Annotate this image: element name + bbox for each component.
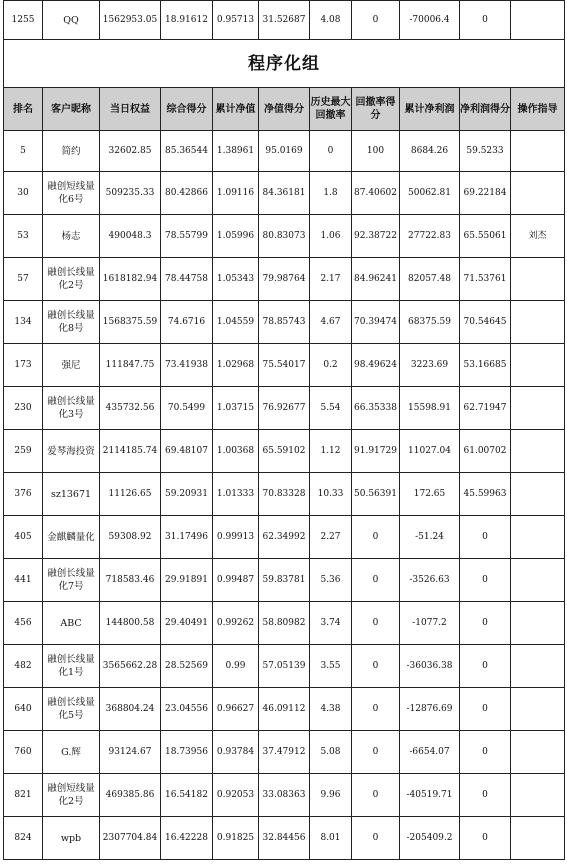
cell-equity: 469385.86 [100, 774, 161, 817]
cell-total-score: 23.04556 [161, 688, 213, 731]
cell-drawdown-score: 98.49624 [352, 344, 400, 387]
cell-net-profit-score: 65.55061 [460, 215, 511, 258]
cell-rank: 5 [4, 131, 43, 172]
cell-rank: 760 [4, 731, 43, 774]
cell-total-score: 74.6716 [161, 301, 213, 344]
cell-drawdown-score: 87.40602 [352, 172, 400, 215]
cell-guidance [511, 731, 565, 774]
header-nickname: 客户昵称 [43, 88, 100, 131]
cell-guidance [511, 430, 565, 473]
cell-rank: 482 [4, 645, 43, 688]
cell-net-profit-score: 0 [460, 817, 511, 860]
cell-guidance [511, 258, 565, 301]
section-title-row [4, 40, 565, 88]
table-row [4, 172, 565, 215]
cell-net-value-score: 31.52687 [259, 1, 310, 40]
cell-total-score: 59.20931 [161, 473, 213, 516]
cell-rank: 259 [4, 430, 43, 473]
cell-drawdown-score: 91.91729 [352, 430, 400, 473]
cell-net-value-score: 46.09112 [259, 688, 310, 731]
cell-max-drawdown: 0.2 [310, 344, 352, 387]
cell-net-profit: -1077.2 [400, 602, 460, 645]
cell-net-profit: 27722.83 [400, 215, 460, 258]
cell-equity: 144800.58 [100, 602, 161, 645]
cell-equity: 32602.85 [100, 131, 161, 172]
cell-max-drawdown: 1.8 [310, 172, 352, 215]
cell-nickname: ABC [43, 602, 100, 645]
cell-net-profit-score: 0 [460, 688, 511, 731]
cell-max-drawdown: 0 [310, 131, 352, 172]
cell-guidance [511, 387, 565, 430]
cell-equity: 111847.75 [100, 344, 161, 387]
table-row [4, 258, 565, 301]
cell-nickname: 简约 [43, 131, 100, 172]
cell-net-profit-score: 61.00702 [460, 430, 511, 473]
cell-net-value: 1.00368 [213, 430, 259, 473]
table-row [4, 688, 565, 731]
cell-rank: 824 [4, 817, 43, 860]
header-net-profit: 累计净利润 [400, 88, 460, 131]
cell-total-score: 69.48107 [161, 430, 213, 473]
cell-guidance [511, 473, 565, 516]
cell-net-value-score: 32.84456 [259, 817, 310, 860]
cell-max-drawdown: 4.08 [310, 1, 352, 40]
cell-net-value: 0.93784 [213, 731, 259, 774]
header-net-value-score: 净值得分 [259, 88, 310, 131]
cell-drawdown-score: 0 [352, 731, 400, 774]
header-total-score: 综合得分 [161, 88, 213, 131]
table-row [4, 131, 565, 172]
table-row-top [4, 1, 565, 40]
cell-equity: 509235.33 [100, 172, 161, 215]
cell-nickname: 融创长线量化2号 [43, 258, 100, 301]
cell-net-value: 1.03715 [213, 387, 259, 430]
cell-drawdown-score: 0 [352, 1, 400, 40]
cell-total-score: 29.91891 [161, 559, 213, 602]
cell-nickname: 杨志 [43, 215, 100, 258]
cell-guidance [511, 602, 565, 645]
cell-net-profit-score: 0 [460, 602, 511, 645]
cell-net-profit: 8684.26 [400, 131, 460, 172]
table-row [4, 559, 565, 602]
cell-nickname: 融创长线量化7号 [43, 559, 100, 602]
cell-net-value: 0.96627 [213, 688, 259, 731]
cell-net-profit-score: 59.5233 [460, 131, 511, 172]
cell-max-drawdown: 2.27 [310, 516, 352, 559]
cell-net-profit-score: 70.54645 [460, 301, 511, 344]
cell-nickname: G.辉 [43, 731, 100, 774]
cell-max-drawdown: 3.74 [310, 602, 352, 645]
cell-total-score: 31.17496 [161, 516, 213, 559]
cell-equity: 1568375.59 [100, 301, 161, 344]
table-row [4, 301, 565, 344]
cell-net-profit: 11027.04 [400, 430, 460, 473]
cell-net-profit: -70006.4 [400, 1, 460, 40]
cell-net-value: 0.99262 [213, 602, 259, 645]
cell-max-drawdown: 1.12 [310, 430, 352, 473]
cell-max-drawdown: 8.01 [310, 817, 352, 860]
cell-total-score: 16.42228 [161, 817, 213, 860]
cell-equity: 11126.65 [100, 473, 161, 516]
cell-net-value: 1.04559 [213, 301, 259, 344]
header-guidance: 操作指导 [511, 88, 565, 131]
cell-net-profit: -12876.69 [400, 688, 460, 731]
cell-net-value: 1.02968 [213, 344, 259, 387]
cell-total-score: 78.55799 [161, 215, 213, 258]
cell-net-profit: -51.24 [400, 516, 460, 559]
cell-max-drawdown: 4.38 [310, 688, 352, 731]
cell-net-profit: -3526.63 [400, 559, 460, 602]
cell-net-profit-score: 0 [460, 516, 511, 559]
cell-guidance [511, 688, 565, 731]
cell-net-profit: 15598.91 [400, 387, 460, 430]
cell-max-drawdown: 2.17 [310, 258, 352, 301]
cell-equity: 1618182.94 [100, 258, 161, 301]
cell-max-drawdown: 4.67 [310, 301, 352, 344]
cell-net-value-score: 58.80982 [259, 602, 310, 645]
cell-rank: 134 [4, 301, 43, 344]
cell-nickname: 融创长线量化8号 [43, 301, 100, 344]
cell-net-value-score: 84.36181 [259, 172, 310, 215]
cell-net-profit-score: 45.59963 [460, 473, 511, 516]
cell-total-score: 80.42866 [161, 172, 213, 215]
header-max-drawdown: 历史最大回撤率 [310, 88, 352, 131]
cell-drawdown-score: 0 [352, 688, 400, 731]
cell-drawdown-score: 70.39474 [352, 301, 400, 344]
cell-total-score: 78.44758 [161, 258, 213, 301]
cell-max-drawdown: 1.06 [310, 215, 352, 258]
header-net-value: 累计净值 [213, 88, 259, 131]
cell-net-value: 1.09116 [213, 172, 259, 215]
cell-nickname: 融创短线量化2号 [43, 774, 100, 817]
table-row [4, 774, 565, 817]
cell-rank: 1255 [4, 1, 43, 40]
cell-rank: 53 [4, 215, 43, 258]
cell-rank: 456 [4, 602, 43, 645]
cell-net-value-score: 37.47912 [259, 731, 310, 774]
cell-net-profit-score: 62.71947 [460, 387, 511, 430]
cell-rank: 821 [4, 774, 43, 817]
cell-nickname: sz13671 [43, 473, 100, 516]
header-rank: 排名 [4, 88, 43, 131]
cell-drawdown-score: 0 [352, 602, 400, 645]
table-row [4, 645, 565, 688]
cell-drawdown-score: 92.38722 [352, 215, 400, 258]
cell-drawdown-score: 0 [352, 817, 400, 860]
cell-net-profit: 172.65 [400, 473, 460, 516]
cell-max-drawdown: 10.33 [310, 473, 352, 516]
cell-nickname: wpb [43, 817, 100, 860]
cell-nickname: 强尼 [43, 344, 100, 387]
cell-nickname: 融创短线量化6号 [43, 172, 100, 215]
cell-rank: 230 [4, 387, 43, 430]
cell-net-profit: -6654.07 [400, 731, 460, 774]
cell-rank: 640 [4, 688, 43, 731]
cell-rank: 173 [4, 344, 43, 387]
cell-guidance: 刘杰 [511, 215, 565, 258]
cell-net-value-score: 62.34992 [259, 516, 310, 559]
cell-nickname: 融创长线量化3号 [43, 387, 100, 430]
cell-net-value: 1.01333 [213, 473, 259, 516]
cell-net-value-score: 57.05139 [259, 645, 310, 688]
cell-net-profit: 3223.69 [400, 344, 460, 387]
cell-nickname: 融创长线量化5号 [43, 688, 100, 731]
header-net-profit-score: 净利润得分 [460, 88, 511, 131]
cell-guidance [511, 301, 565, 344]
table-row [4, 430, 565, 473]
cell-net-profit: 82057.48 [400, 258, 460, 301]
cell-drawdown-score: 0 [352, 516, 400, 559]
table-row [4, 387, 565, 430]
cell-net-value: 1.05343 [213, 258, 259, 301]
cell-rank: 441 [4, 559, 43, 602]
cell-equity: 2307704.84 [100, 817, 161, 860]
cell-equity: 718583.46 [100, 559, 161, 602]
table-row [4, 731, 565, 774]
cell-net-profit-score: 0 [460, 731, 511, 774]
cell-net-profit: 50062.81 [400, 172, 460, 215]
cell-net-value: 0.91825 [213, 817, 259, 860]
cell-rank: 376 [4, 473, 43, 516]
table-row [4, 516, 565, 559]
cell-net-profit-score: 0 [460, 645, 511, 688]
cell-net-profit: -205409.2 [400, 817, 460, 860]
cell-drawdown-score: 0 [352, 645, 400, 688]
cell-equity: 3565662.28 [100, 645, 161, 688]
section-title: 程序化组 [4, 40, 565, 88]
cell-total-score: 28.52569 [161, 645, 213, 688]
cell-net-value: 0.95713 [213, 1, 259, 40]
cell-nickname: 金麒麟量化 [43, 516, 100, 559]
cell-guidance [511, 344, 565, 387]
cell-total-score: 18.91612 [161, 1, 213, 40]
cell-rank: 30 [4, 172, 43, 215]
cell-net-value-score: 59.83781 [259, 559, 310, 602]
cell-max-drawdown: 9.96 [310, 774, 352, 817]
table-header-row [4, 88, 565, 131]
cell-net-value: 0.92053 [213, 774, 259, 817]
cell-total-score: 85.36544 [161, 131, 213, 172]
cell-net-profit: -40519.71 [400, 774, 460, 817]
cell-net-value: 0.99913 [213, 516, 259, 559]
cell-guidance [511, 1, 565, 40]
cell-equity: 59308.92 [100, 516, 161, 559]
cell-net-value-score: 95.0169 [259, 131, 310, 172]
cell-net-value-score: 33.08363 [259, 774, 310, 817]
cell-net-profit: 68375.59 [400, 301, 460, 344]
cell-rank: 405 [4, 516, 43, 559]
cell-drawdown-score: 50.56391 [352, 473, 400, 516]
header-equity: 当日权益 [100, 88, 161, 131]
cell-max-drawdown: 5.08 [310, 731, 352, 774]
cell-drawdown-score: 0 [352, 774, 400, 817]
cell-drawdown-score: 0 [352, 559, 400, 602]
cell-nickname: 融创长线量化1号 [43, 645, 100, 688]
table-row [4, 473, 565, 516]
cell-total-score: 18.73956 [161, 731, 213, 774]
cell-equity: 368804.24 [100, 688, 161, 731]
cell-net-profit-score: 0 [460, 559, 511, 602]
cell-net-value-score: 78.85743 [259, 301, 310, 344]
cell-drawdown-score: 66.35338 [352, 387, 400, 430]
cell-equity: 93124.67 [100, 731, 161, 774]
cell-drawdown-score: 100 [352, 131, 400, 172]
cell-net-value-score: 70.83328 [259, 473, 310, 516]
cell-total-score: 16.54182 [161, 774, 213, 817]
cell-total-score: 29.40491 [161, 602, 213, 645]
cell-equity: 490048.3 [100, 215, 161, 258]
cell-net-value-score: 65.59102 [259, 430, 310, 473]
cell-nickname: QQ [43, 1, 100, 40]
cell-nickname: 爱琴海投资 [43, 430, 100, 473]
cell-rank: 57 [4, 258, 43, 301]
cell-net-profit-score: 0 [460, 1, 511, 40]
cell-total-score: 70.5499 [161, 387, 213, 430]
cell-net-profit-score: 0 [460, 774, 511, 817]
cell-equity: 1562953.05 [100, 1, 161, 40]
cell-max-drawdown: 5.36 [310, 559, 352, 602]
cell-guidance [511, 559, 565, 602]
ranking-table [3, 0, 565, 860]
cell-net-value: 0.99487 [213, 559, 259, 602]
cell-guidance [511, 645, 565, 688]
cell-net-value: 1.38961 [213, 131, 259, 172]
cell-net-profit: -36036.38 [400, 645, 460, 688]
cell-guidance [511, 131, 565, 172]
cell-net-value: 0.99 [213, 645, 259, 688]
table-row [4, 602, 565, 645]
cell-net-value-score: 76.92677 [259, 387, 310, 430]
cell-max-drawdown: 5.54 [310, 387, 352, 430]
cell-guidance [511, 172, 565, 215]
cell-total-score: 73.41938 [161, 344, 213, 387]
cell-net-profit-score: 69.22184 [460, 172, 511, 215]
cell-guidance [511, 516, 565, 559]
cell-net-profit-score: 53.16685 [460, 344, 511, 387]
cell-equity: 435732.56 [100, 387, 161, 430]
cell-drawdown-score: 84.96241 [352, 258, 400, 301]
cell-net-value-score: 79.98764 [259, 258, 310, 301]
table-row [4, 344, 565, 387]
table-row [4, 817, 565, 860]
cell-guidance [511, 774, 565, 817]
table-row [4, 215, 565, 258]
cell-net-value-score: 80.83073 [259, 215, 310, 258]
cell-net-profit-score: 71.53761 [460, 258, 511, 301]
cell-net-value: 1.05996 [213, 215, 259, 258]
header-drawdown-score: 回撤率得分 [352, 88, 400, 131]
cell-max-drawdown: 3.55 [310, 645, 352, 688]
cell-net-value-score: 75.54017 [259, 344, 310, 387]
cell-equity: 2114185.74 [100, 430, 161, 473]
cell-guidance [511, 817, 565, 860]
